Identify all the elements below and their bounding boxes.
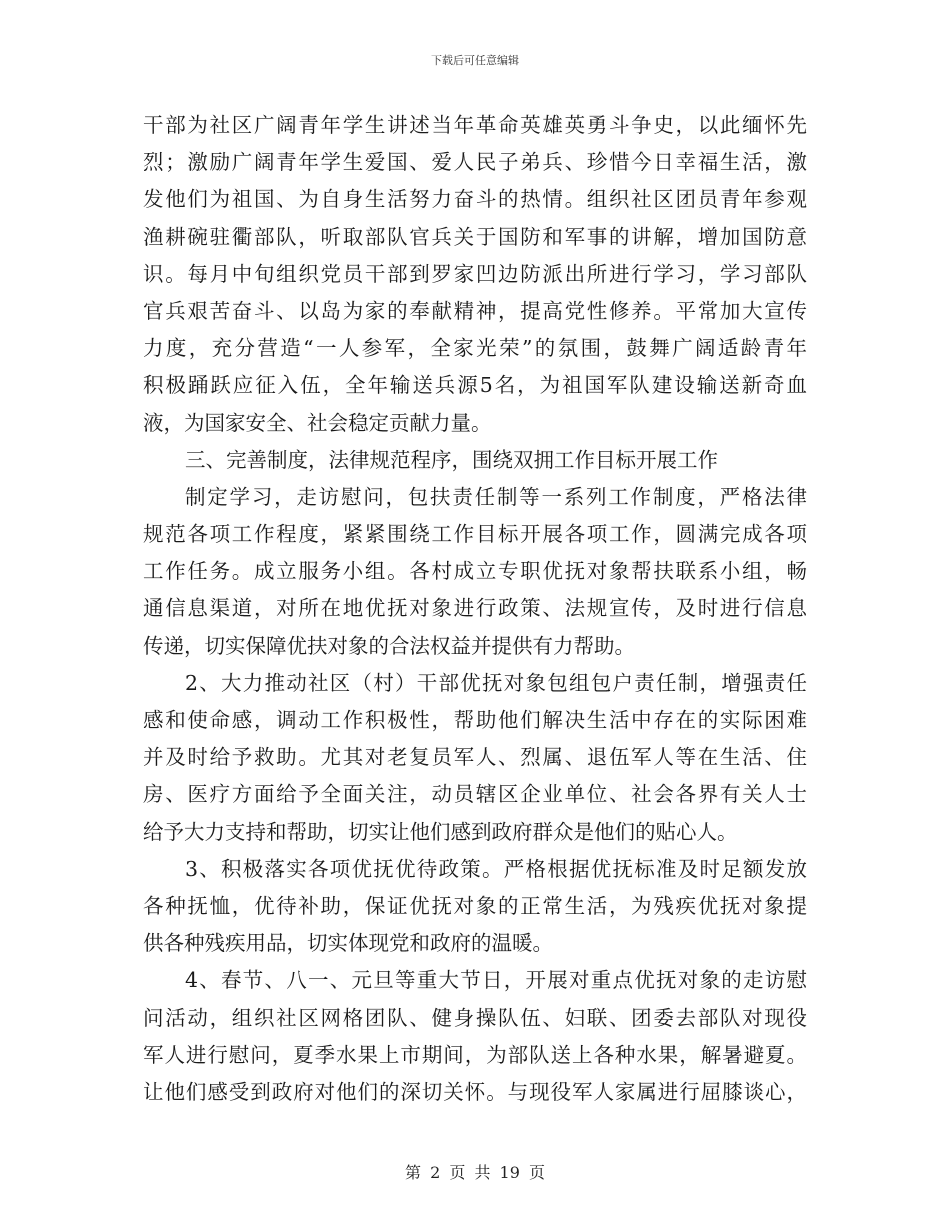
text-line: 供各种残疾用品，切实体现党和政府的温暖。 (143, 931, 553, 956)
text-line: 并及时给予救助。尤其对老复员军人、烈属、退伍军人等在生活、住 (143, 745, 807, 770)
text-line: 烈；激励广阔青年学生爱国、爱人民子弟兵、珍惜今日幸福生活，激 (143, 150, 807, 175)
text-line: 三、完善制度，法律规范程序，围绕双拥工作目标开展工作 (185, 447, 718, 472)
text-line: 给予大力支持和帮助，切实让他们感到政府群众是他们的贴心人。 (143, 819, 738, 844)
text-line: 规范各项工作程度，紧紧围绕工作目标开展各项工作，圆满完成各项 (143, 522, 807, 547)
text-line: 识。每月中旬组织党员干部到罗家凹边防派出所进行学习，学习部队 (143, 261, 807, 286)
text-line: 力度，充分营造“一人参军，全家光荣”的氛围，鼓舞广阔适龄青年 (143, 336, 807, 361)
text-line: 各种抚恤，优待补助，保证优抚对象的正常生活，为残疾优抚对象提 (143, 893, 807, 918)
text-line: 3、积极落实各项优抚优待政策。严格根据优抚标准及时足额发放 (185, 856, 807, 881)
text-line: 工作任务。成立服务小组。各村成立专职优抚对象帮扶联系小组，畅 (143, 559, 807, 584)
text-line: 发他们为祖国、为自身生活努力奋斗的热情。组织社区团员青年参观 (143, 187, 807, 212)
document-body (143, 107, 807, 1111)
text-line: 传递，切实保障优扶对象的合法权益并提供有力帮助。 (143, 633, 635, 658)
text-line: 渔耕碗驻衢部队，听取部队官兵关于国防和军事的讲解，增加国防意 (143, 224, 807, 249)
text-line: 4、春节、八一、元旦等重大节日，开展对重点优抚对象的走访慰 (185, 968, 807, 993)
page-header-note: 下载后可任意编辑 (431, 54, 519, 67)
text-line: 通信息渠道，对所在地优抚对象进行政策、法规宣传，及时进行信息 (143, 596, 807, 621)
text-line: 2、大力推动社区（村）干部优抚对象包组包户责任制，增强责任 (185, 670, 807, 695)
text-line: 军人进行慰问，夏季水果上市期间，为部队送上各种水果，解暑避夏。 (143, 1042, 807, 1067)
text-line: 感和使命感，调动工作积极性，帮助他们解决生活中存在的实际困难 (143, 708, 807, 732)
text-line: 问活动，组织社区网格团队、健身操队伍、妇联、团委去部队对现役 (143, 1005, 807, 1030)
text-line: 制定学习，走访慰问，包扶责任制等一系列工作制度，严格法律 (185, 484, 807, 509)
text-line: 官兵艰苦奋斗、以岛为家的奉献精神，提高党性修养。平常加大宣传 (143, 298, 807, 323)
text-line: 液，为国家安全、社会稳定贡献力量。 (143, 410, 492, 435)
page-number-footer: 第 2 页 共 19 页 (405, 1163, 545, 1182)
text-line: 积极踊跃应征入伍，全年输送兵源5名，为祖国军队建设输送新奇血 (143, 373, 807, 398)
text-line: 干部为社区广阔青年学生讲述当年革命英雄英勇斗争史，以此缅怀先 (143, 113, 807, 137)
text-line: 房、医疗方面给予全面关注，动员辖区企业单位、社会各界有关人士 (143, 782, 807, 807)
text-line: 让他们感受到政府对他们的深切关怀。与现役军人家属进行屈膝谈心， (143, 1079, 807, 1104)
